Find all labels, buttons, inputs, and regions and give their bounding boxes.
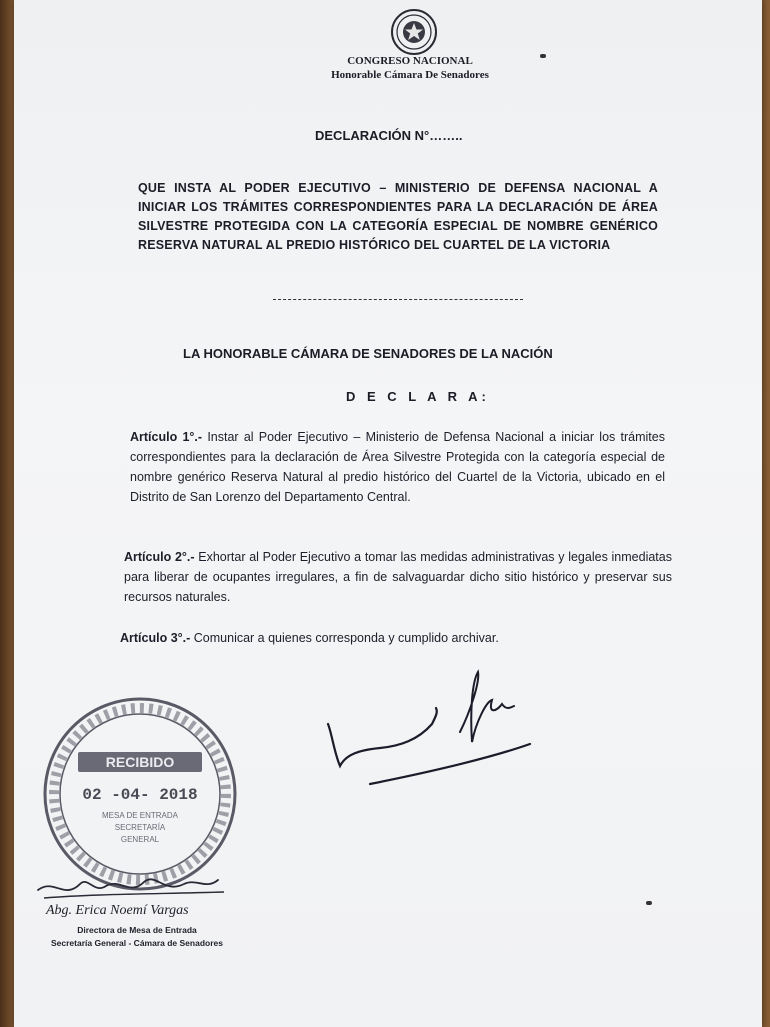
article-3-label: Artículo 3°.- <box>120 631 191 645</box>
declara-heading: D E C L A R A: <box>346 389 490 404</box>
stamp-date: 02 -04- 2018 <box>82 786 198 804</box>
director-signature-scribble <box>34 860 234 905</box>
article-2-label: Artículo 2°.- <box>124 550 195 564</box>
handwritten-signature <box>320 662 560 792</box>
article-1-label: Artículo 1°.- <box>130 430 203 444</box>
ink-mark <box>646 901 652 905</box>
header-chamber: Honorable Cámara De Senadores <box>331 69 489 81</box>
signatory-role: Directora de Mesa de Entrada <box>77 925 197 935</box>
stamp-office-1: MESA DE ENTRADA <box>101 811 179 820</box>
article-2-text: Exhortar al Poder Ejecutivo a tomar las medidas administrativas y legales inmediatas para liberar de ocupantes irregulares, a fin de salvaguardar dicho sitio histórico y preservar sus recursos naturales. <box>124 550 672 604</box>
article-2 <box>124 547 672 607</box>
stamp-office-2: SECRETARÍA <box>114 823 166 832</box>
declaration-number: DECLARACIÓN N°…….. <box>315 128 463 143</box>
stamp-status: RECIBIDO <box>105 754 175 770</box>
divider-line <box>273 299 523 300</box>
article-3-text: Comunicar a quienes corresponda y cumplido archivar. <box>190 631 499 645</box>
chamber-heading: LA HONORABLE CÁMARA DE SENADORES DE LA NACIÓN <box>183 346 553 361</box>
ink-mark <box>540 54 546 58</box>
declaration-summary: QUE INSTA AL PODER EJECUTIVO – MINISTERIO DE DEFENSA NACIONAL A INICIAR LOS TRÁMITES CORRESPONDIENTES PARA LA DECLARACIÓN DE ÁREA SILVESTRE PROTEGIDA CON LA CATEGORÍA ESPECIAL DE NOMBRE GENÉRICO RESERVA NATURAL AL PREDIO HISTÓRICO DEL CUARTEL DE LA VICTORIA <box>138 181 658 252</box>
article-1 <box>130 427 665 507</box>
header-congress: CONGRESO NACIONAL <box>347 55 473 67</box>
article-3 <box>120 628 670 648</box>
national-seal-icon <box>390 8 438 56</box>
stamp-office-3: GENERAL <box>120 835 160 844</box>
signatory-department: Secretaría General - Cámara de Senadores <box>51 938 223 948</box>
article-1-text: Instar al Poder Ejecutivo – Ministerio de Defensa Nacional a iniciar los trámites correspondientes para la declaración de Área Silvestre Protegida con la categoría especial de nombre genérico Reserva Natural al predio histórico del Cuartel de la Victoria, ubicado en el Distrito de San Lorenzo del Departamento Central. <box>130 430 665 504</box>
signatory-name: Abg. Erica Noemí Vargas <box>46 903 189 918</box>
